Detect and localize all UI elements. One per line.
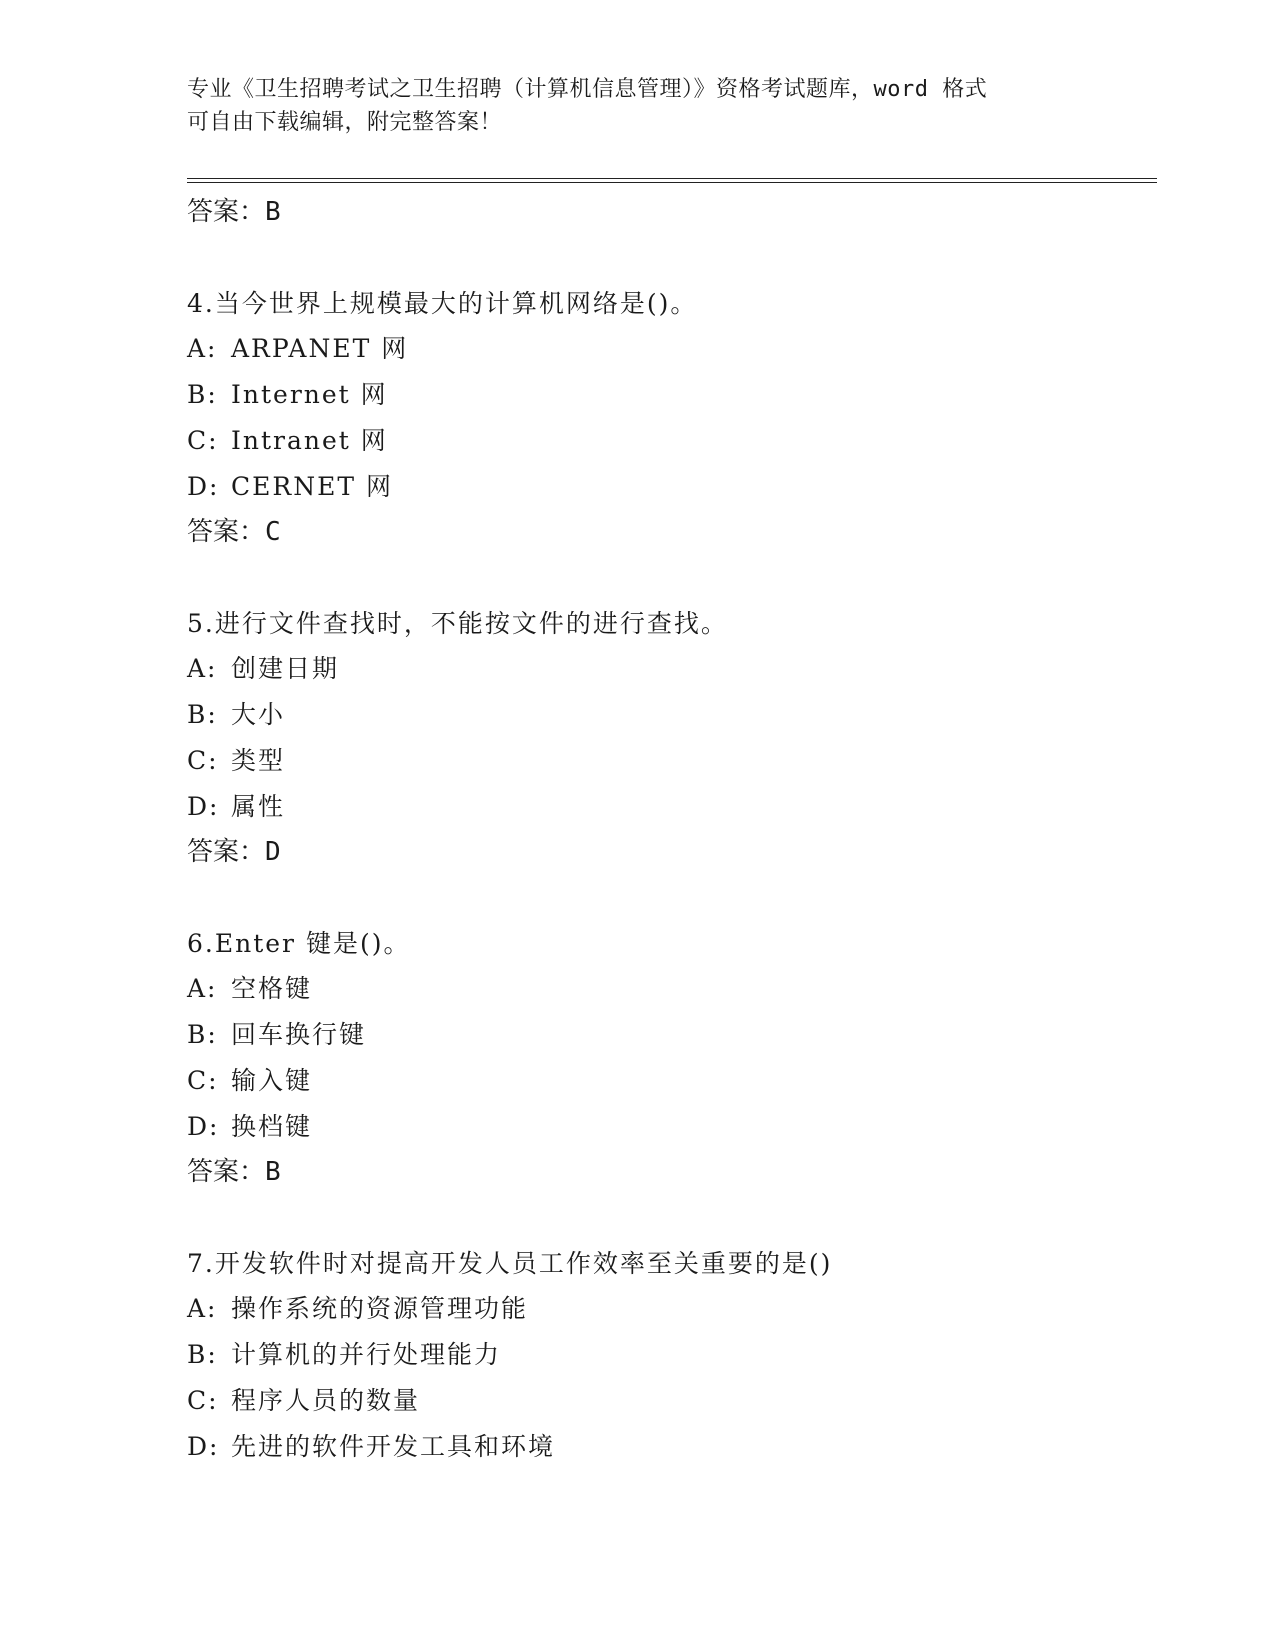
option-text: 类型 [231,746,286,775]
question-block-7 [187,1241,1157,1470]
option-letter: C: [187,746,219,775]
option-text: 空格键 [231,974,313,1003]
option-letter: D: [187,1112,220,1141]
option-letter: A: [187,974,218,1003]
header-line-2: 可自由下载编辑，附完整答案！ [187,110,503,135]
option-a [187,646,1157,692]
option-d [187,1104,1157,1150]
option-b [187,692,1157,738]
option-letter: D: [187,472,220,501]
option-letter: C: [187,426,219,455]
header-line-1: 专业《卫生招聘考试之卫生招聘（计算机信息管理）》资格考试题库，word 格式 [187,77,988,102]
option-letter: C: [187,1066,219,1095]
option-b [187,1332,1157,1378]
option-b [187,372,1157,418]
option-text: CERNET 网 [231,472,393,501]
option-letter: A: [187,334,218,363]
question-text: 5.进行文件查找时，不能按文件的进行查找。 [187,609,728,638]
question-text: 6.Enter 键是()。 [187,929,411,958]
option-text: 回车换行键 [231,1020,367,1049]
question-block-5 [187,601,1157,874]
option-a [187,1286,1157,1332]
question-list [187,190,1157,1470]
option-d [187,784,1157,830]
option-text: ARPANET 网 [231,334,409,363]
option-text: 操作系统的资源管理功能 [231,1294,529,1323]
option-c [187,1058,1157,1104]
question-block-4 [187,281,1157,554]
option-d [187,464,1157,510]
option-letter: C: [187,1386,219,1415]
option-letter: D: [187,792,220,821]
option-letter: D: [187,1432,220,1461]
option-b [187,1012,1157,1058]
option-letter: B: [187,1020,218,1049]
spacer [187,554,1157,601]
option-a [187,326,1157,372]
header-divider-top [187,178,1157,179]
option-letter: B: [187,700,218,729]
option-a [187,966,1157,1012]
answer-line: 答案：C [187,517,281,547]
option-c [187,418,1157,464]
page-header [187,73,1067,139]
spacer [187,1194,1157,1241]
option-text: Intranet 网 [231,426,388,455]
option-text: 输入键 [231,1066,313,1095]
option-text: 先进的软件开发工具和环境 [231,1432,556,1461]
header-divider-bottom [187,182,1157,183]
previous-answer: 答案：B [187,197,281,227]
option-d [187,1424,1157,1470]
question-text: 7.开发软件时对提高开发人员工作效率至关重要的是() [187,1249,833,1278]
option-text: 计算机的并行处理能力 [231,1340,502,1369]
spacer [187,874,1157,921]
option-c [187,1378,1157,1424]
option-letter: B: [187,1340,218,1369]
option-text: 属性 [231,792,286,821]
answer-line: 答案：B [187,1157,281,1187]
question-text: 4.当今世界上规模最大的计算机网络是()。 [187,289,698,318]
question-block-6 [187,921,1157,1194]
option-c [187,738,1157,784]
spacer [187,234,1157,281]
option-text: 换档键 [231,1112,313,1141]
option-letter: B: [187,380,218,409]
option-text: Internet 网 [231,380,388,409]
option-text: 大小 [231,700,286,729]
option-text: 程序人员的数量 [231,1386,421,1415]
option-letter: A: [187,654,218,683]
option-text: 创建日期 [231,654,340,683]
option-letter: A: [187,1294,218,1323]
answer-line: 答案：D [187,837,281,867]
